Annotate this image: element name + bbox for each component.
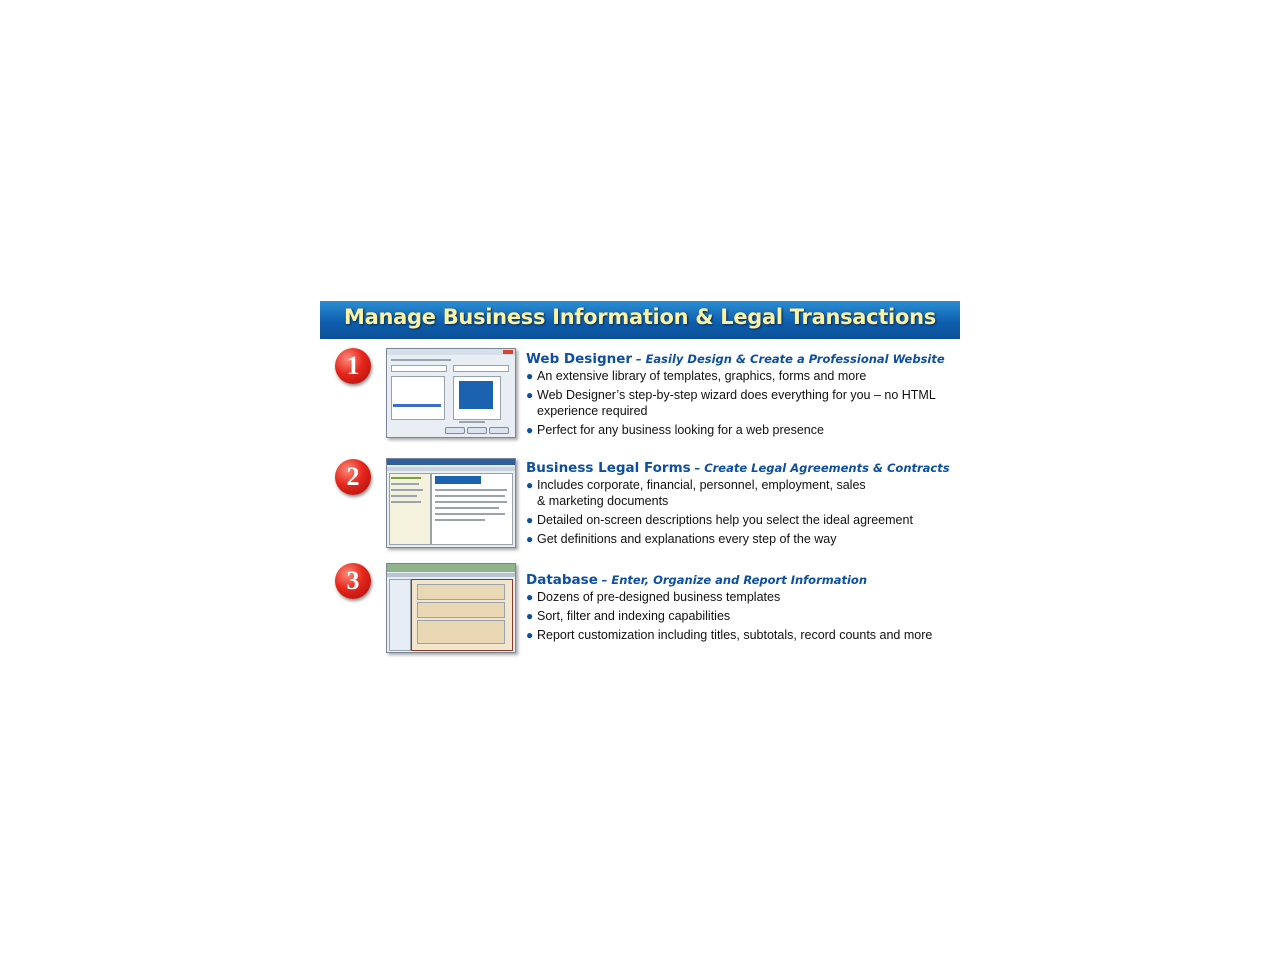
window-titlebar [387, 564, 515, 572]
bullet-dot-icon: ● [526, 369, 534, 383]
list-item: ● Get definitions and explanations every step of the way [526, 531, 837, 546]
bullet-dot-icon: ● [526, 388, 534, 402]
list-item: ● Perfect for any business looking for a web presence [526, 422, 824, 437]
section-subtitle: – Enter, Organize and Report Information [601, 573, 868, 587]
bullet-dot-icon: ● [526, 478, 534, 492]
number-badge-2: 2 [335, 459, 371, 495]
bullet-list [526, 478, 946, 547]
list-item: ● Web Designer’s step-by-step wizard does everything for you – no HTML experience required [526, 388, 936, 418]
section-database [526, 571, 946, 647]
bullet-dot-icon: ● [526, 590, 534, 604]
window-titlebar [387, 349, 515, 355]
feature-panel [320, 301, 960, 657]
banner-title: Manage Business Information & Legal Transactions [344, 305, 936, 329]
bullet-list [526, 590, 946, 644]
section-title: Business Legal Forms [526, 460, 691, 476]
bullet-list [526, 369, 946, 438]
section-legal-forms [526, 459, 950, 551]
section-subtitle: – Create Legal Agreements & Contracts [694, 461, 950, 475]
window-titlebar [387, 459, 515, 465]
section-heading [526, 459, 950, 477]
list-item: ● Dozens of pre-designed business templates [526, 590, 781, 604]
screenshot-database [386, 563, 516, 653]
bullet-dot-icon: ● [526, 512, 534, 527]
bullet-dot-icon: ● [526, 609, 534, 623]
list-item: ● Detailed on-screen descriptions help you select the ideal agreement [526, 512, 913, 527]
close-icon [503, 350, 513, 354]
banner [320, 301, 960, 339]
section-subtitle: – Easily Design & Create a Professional Website [635, 352, 945, 366]
section-title: Web Designer [526, 351, 633, 367]
number-badge-3: 3 [335, 563, 371, 599]
list-item: ● Includes corporate, financial, personnel, employment, sales & marketing documents [526, 478, 866, 508]
list-item: ● Sort, filter and indexing capabilities [526, 609, 731, 623]
section-heading [526, 350, 946, 368]
bullet-dot-icon: ● [526, 531, 534, 546]
section-title: Database [526, 572, 598, 588]
list-item: ● Report customization including titles, subtotals, record counts and more [526, 628, 933, 642]
bullet-dot-icon: ● [526, 422, 534, 437]
number-badge-1: 1 [335, 348, 371, 384]
section-heading [526, 571, 946, 589]
screenshot-web-designer [386, 348, 516, 438]
list-item: ● An extensive library of templates, graphics, forms and more [526, 369, 867, 383]
section-web-designer [526, 350, 946, 442]
screenshot-legal-forms [386, 458, 516, 548]
bullet-dot-icon: ● [526, 628, 534, 642]
